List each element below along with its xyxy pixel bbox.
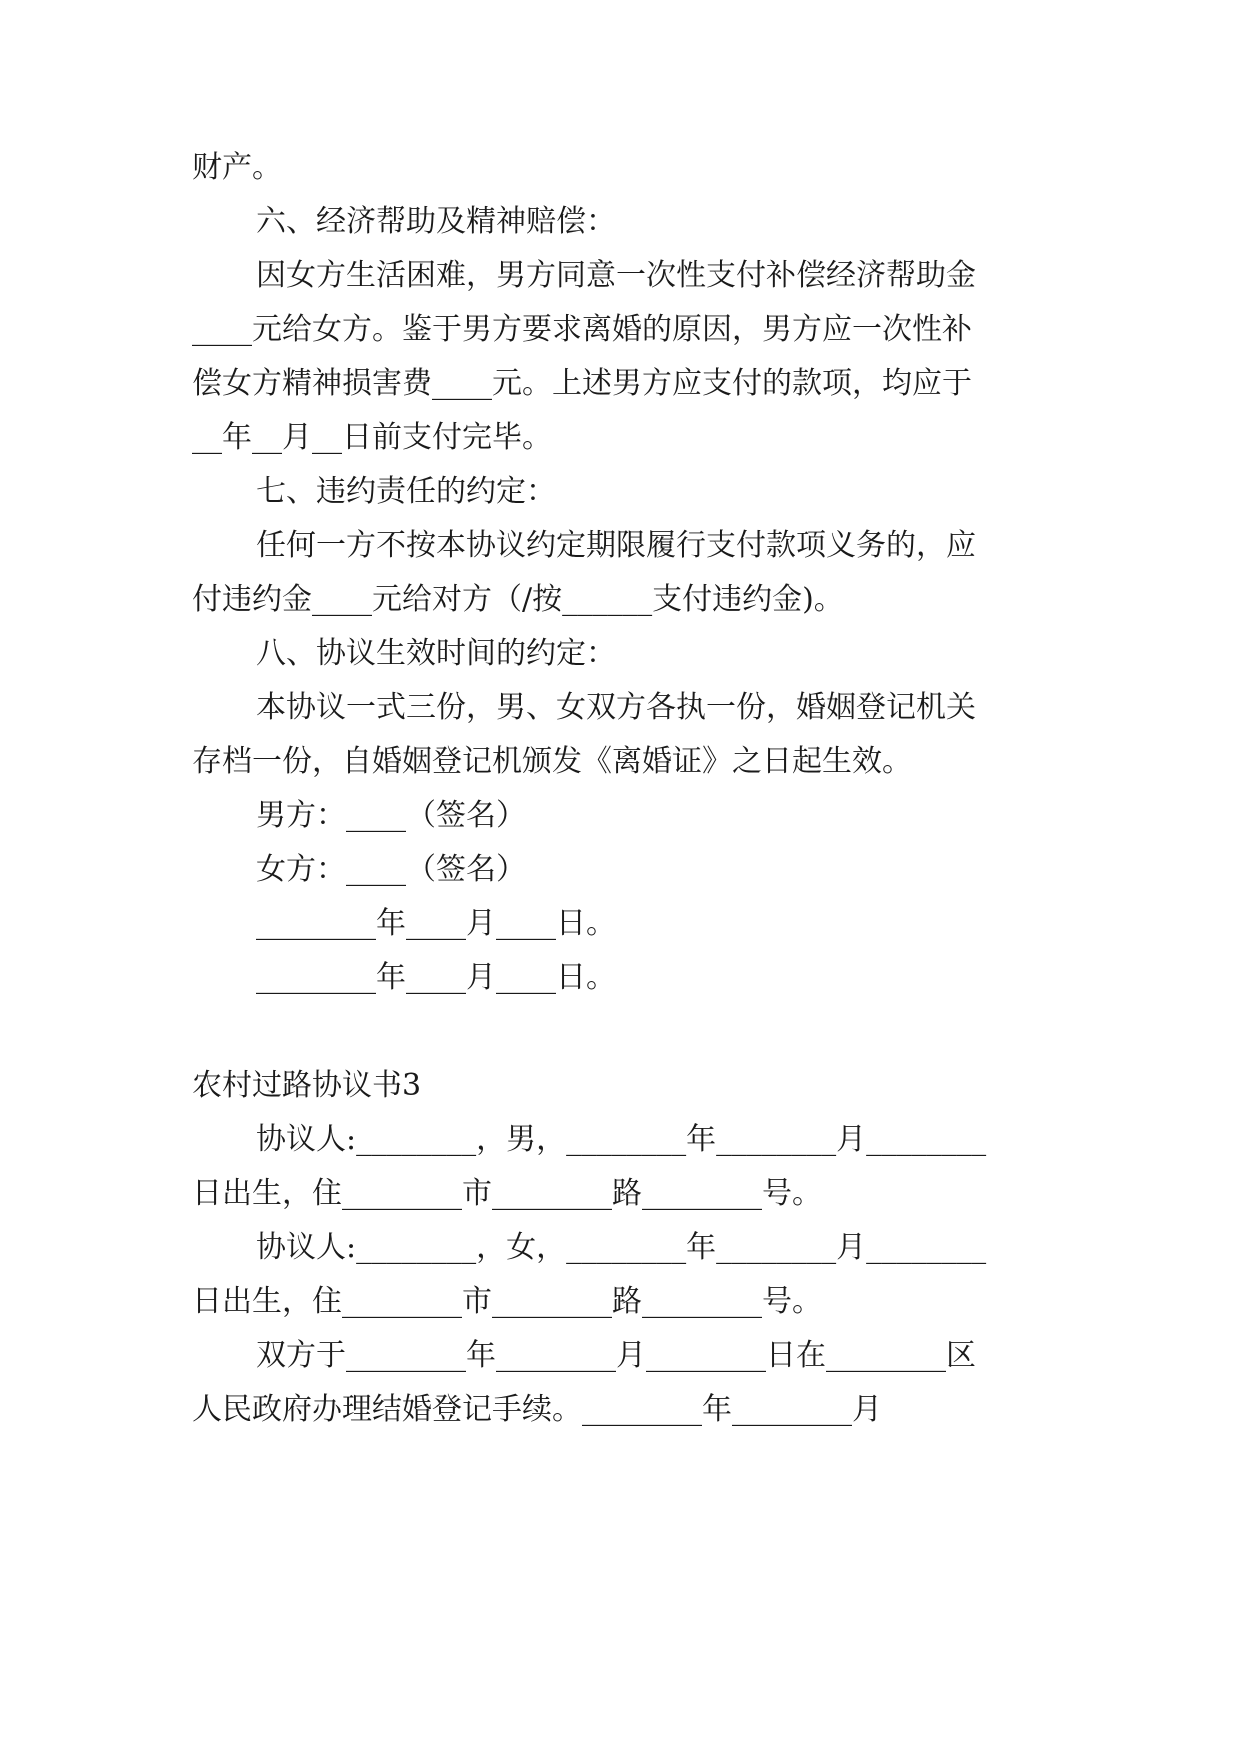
document-title: 农村过路协议书3 <box>192 1068 422 1103</box>
text-line-6: __年__月__日前支付完毕。 <box>192 420 552 455</box>
text-line-1: 财产。 <box>192 150 282 185</box>
male-signature-line: 男方：____（签名） <box>256 798 526 833</box>
text-line-8: 任何一方不按本协议约定期限履行支付款项义务的，应 <box>256 528 976 563</box>
party-line-male: 协议人:________，男，________年________月________ <box>256 1122 987 1157</box>
text-line-5: 偿女方精神损害费____元。上述男方应支付的款项，均应于 <box>192 366 972 401</box>
text-line-11: 本协议一式三份，男、女双方各执一份，婚姻登记机关 <box>256 690 976 725</box>
text-line-9: 付违约金____元给对方（/按______支付违约金)。 <box>192 582 844 617</box>
section-heading-7: 七、违约责任的约定： <box>256 474 556 509</box>
address-line-male: 日出生，住________市________路________号。 <box>192 1176 822 1211</box>
date-line-1: ________年____月____日。 <box>256 906 616 941</box>
section-heading-8: 八、协议生效时间的约定： <box>256 636 616 671</box>
text-line-4: ____元给女方。鉴于男方要求离婚的原因，男方应一次性补 <box>192 312 972 347</box>
text-line-3: 因女方生活困难，男方同意一次性支付补偿经济帮助金 <box>256 258 976 293</box>
section-heading-6: 六、经济帮助及精神赔偿： <box>256 204 616 239</box>
date-line-2: ________年____月____日。 <box>256 960 616 995</box>
text-line-12: 存档一份，自婚姻登记机颁发《离婚证》之日起生效。 <box>192 744 912 779</box>
address-line-female: 日出生，住________市________路________号。 <box>192 1284 822 1319</box>
marriage-registration-line: 双方于________年________月________日在________区 <box>256 1338 976 1373</box>
registration-date-line: 人民政府办理结婚登记手续。________年________月 <box>192 1392 882 1427</box>
party-line-female: 协议人:________，女，________年________月________ <box>256 1230 987 1265</box>
female-signature-line: 女方：____（签名） <box>256 852 526 887</box>
